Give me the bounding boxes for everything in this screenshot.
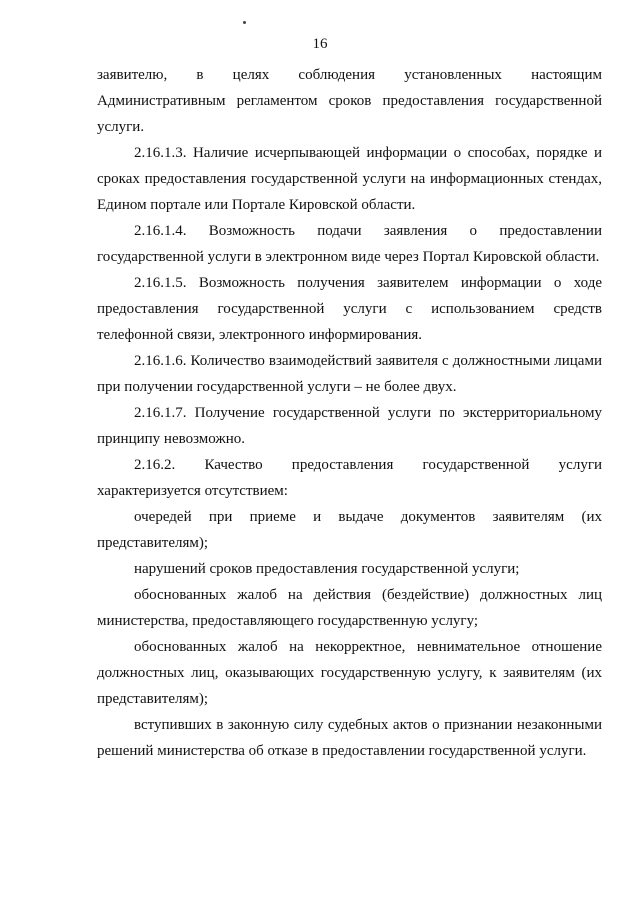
- list-item-deadlines: нарушений сроков предоставления государственной услуги;: [134, 561, 520, 577]
- scan-artifact-dot: [243, 21, 246, 24]
- paragraph-2-16-1-7: 2.16.1.7. Получение государственной услуги по экстерриториальному принципу невозможно.: [97, 405, 602, 447]
- paragraph-2-16-1-3: 2.16.1.3. Наличие исчерпывающей информации о способах, порядке и сроках предоставления государственной услуги на информационных стендах, Едином портале или Портале Кировской области.: [97, 145, 602, 213]
- paragraph-2-16-1-6: 2.16.1.6. Количество взаимодействий заявителя с должностными лицами при получении государственной услуги – не более двух.: [97, 353, 602, 395]
- list-item-court-acts: вступивших в законную силу судебных актов о признании незаконными решений министерства об отказе в предоставлении государственной услуги.: [97, 717, 602, 759]
- list-item-complaints-attitude: обоснованных жалоб на некорректное, невнимательное отношение должностных лиц, оказывающих государственную услугу, к заявителям (их представителям);: [97, 639, 602, 707]
- document-body: [97, 62, 602, 764]
- paragraph-continuation: заявителю, в целях соблюдения установленных настоящим Административным регламентом сроков предоставления государственной услуги.: [97, 67, 602, 135]
- list-item-queues: очередей при приеме и выдаче документов заявителям (их представителям);: [97, 509, 602, 551]
- list-item-complaints-actions: обоснованных жалоб на действия (бездействие) должностных лиц министерства, предоставляющего государственную услугу;: [97, 587, 602, 629]
- page-number: 16: [312, 36, 328, 52]
- paragraph-2-16-1-4: 2.16.1.4. Возможность подачи заявления о предоставлении государственной услуги в электронном виде через Портал Кировской области.: [97, 223, 602, 265]
- paragraph-2-16-2: 2.16.2. Качество предоставления государственной услуги характеризуется отсутствием:: [97, 457, 602, 499]
- paragraph-2-16-1-5: 2.16.1.5. Возможность получения заявителем информации о ходе предоставления государственной услуги с использованием средств телефонной связи, электронного информирования.: [97, 275, 602, 343]
